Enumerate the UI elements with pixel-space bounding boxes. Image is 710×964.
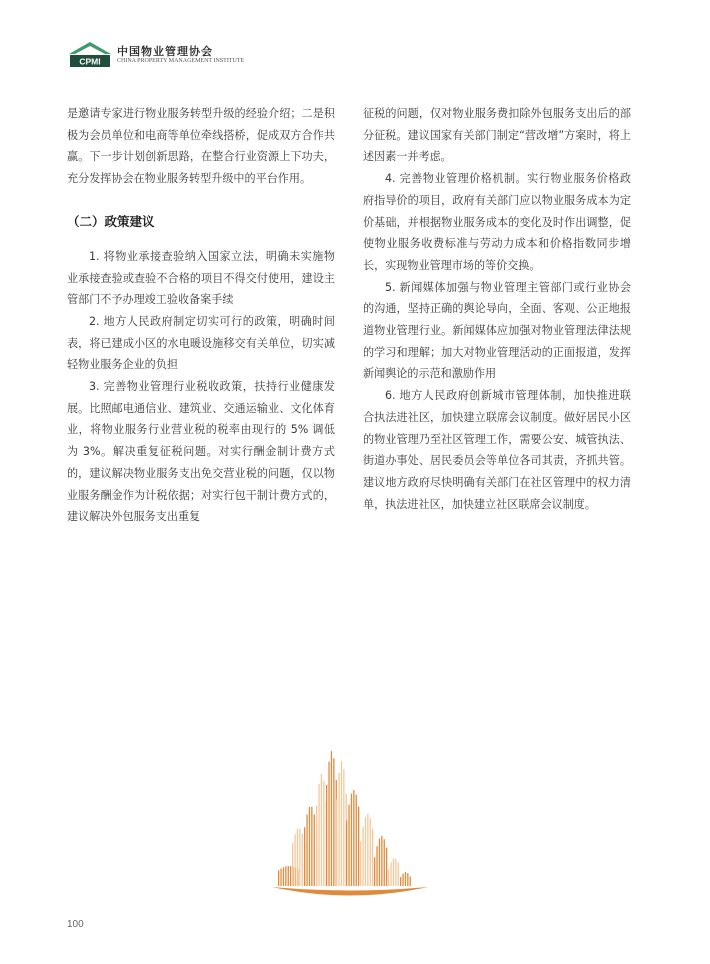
skyline-bar <box>316 806 317 887</box>
skyline-bar <box>336 799 337 886</box>
left-column <box>67 103 335 528</box>
intro-paragraph: 是邀请专家进行物业服务转型升级的经验介绍；二是积极为会员单位和电商等单位牵线搭桥，促成双方合作共赢。下一步计划创新思路，在整合行业资源上下功夫，充分发挥协会在物业服务转型升级中的平台作用。 <box>67 107 335 186</box>
policy-item-4: 4. 完善物业管理价格机制。实行物业服务价格政府指导价的项目，政府有关部门应以物业服务成本为定价基础，并根据物业服务成本的变化及时作出调整，促使物业服务收费标准与劳动力成本和价格指数同步增长，实现物业管理市场的等价交换。 <box>363 172 631 272</box>
skyline-bar <box>372 829 373 886</box>
policy-item-5: 5. 新闻媒体加强与物业管理主管部门或行业协会的沟通，坚持正确的舆论导向，全面、客观、公正地报道物业管理行业。新闻媒体应加强对物业管理法律法规的学习和理解；加大对物业管理活动的正面报道，发挥新闻舆论的示范和激励作用 <box>363 280 631 381</box>
skyline-bar <box>299 829 300 886</box>
skyline-bar <box>323 781 324 886</box>
skyline-illustration <box>270 748 430 898</box>
policy-item-3: 3. 完善物业管理行业税收政策，扶持行业健康发展。比照邮电通信业、建筑业、交通运输业、文化体育业，将物业服务行业营业税的税率由现行的 5% 调低为 3%。解决重复征税问题。对实行酬金制计费方式的，建议解决物业服务支出免交营业税的问题，仅以物业服务酬金作为计税依据；对实行包干制计费方式的，建议解决外包服务支出重复 <box>67 380 335 524</box>
skyline-bar <box>326 785 327 886</box>
skyline-bar <box>285 866 286 886</box>
skyline-bar <box>390 863 391 887</box>
skyline-bar <box>393 859 394 887</box>
org-name-en: CHINA PROPERTY MANAGEMENT INSTITUTE <box>117 58 245 64</box>
skyline-bar <box>370 818 371 886</box>
skyline-bar <box>341 761 342 886</box>
item-3-continuation: 征税的问题，仅对物业服务费扣除外包服务支出后的部分征税。建议国家有关部门制定“营改增”方案时，将上述因素一并考虑。 <box>363 107 631 164</box>
skyline-bar <box>302 834 303 886</box>
skyline-bar <box>400 877 401 886</box>
skyline-bar <box>288 866 289 886</box>
skyline-bar <box>311 807 312 886</box>
logo-abbr: CPMI <box>79 56 101 67</box>
skyline-bar <box>381 836 382 886</box>
skyline-bar <box>351 794 352 886</box>
skyline-bar <box>290 866 291 886</box>
skyline-bar <box>362 827 363 886</box>
org-name-cn: 中国物业管理协会 <box>117 45 213 58</box>
skyline-bar <box>356 795 357 886</box>
skyline-bar <box>358 807 359 886</box>
skyline-bar <box>280 869 281 886</box>
skyline-base-arc <box>272 887 428 896</box>
skyline-bar <box>353 790 354 886</box>
skyline-bar <box>321 774 322 886</box>
section-heading: （二）政策建议 <box>67 213 155 229</box>
policy-item-1: 1. 将物业承接查验纳入国家立法，明确未实施物业承接查验或查验不合格的项目不得交付使用，建设主管部门不予办理竣工验收备案手续 <box>67 249 335 307</box>
skyline-bar <box>278 870 279 886</box>
skyline-bar <box>405 872 406 886</box>
skyline-bar <box>333 758 334 886</box>
cpmi-logo-icon <box>67 40 113 68</box>
skyline-bar <box>292 843 293 886</box>
skyline-bar <box>398 862 399 886</box>
skyline-bar <box>328 762 329 887</box>
skyline-bar <box>374 857 375 886</box>
skyline-bar <box>304 827 305 886</box>
skyline-bar <box>386 848 387 887</box>
skyline-bar <box>294 834 295 886</box>
skyline-bar <box>360 841 361 886</box>
skyline-bar <box>384 839 385 886</box>
skyline-bar <box>338 773 339 886</box>
skyline-bar <box>283 867 284 886</box>
skyline-bar <box>306 815 307 886</box>
skyline-bar <box>388 869 389 886</box>
skyline-bar <box>346 821 347 886</box>
skyline-bar <box>376 846 377 886</box>
skyline-bar <box>410 876 411 886</box>
skyline-bar <box>379 839 380 887</box>
skyline-bar <box>297 829 298 886</box>
skyline-bar <box>343 769 344 886</box>
skyline-bar <box>309 807 310 886</box>
policy-item-6: 6. 地方人民政府创新城市管理体制，加快推进联合执法进社区，加快建立联席会议制度。做好居民小区的物业管理乃至社区管理工作，需要公安、城管执法、街道办事处、居民委员会等单位各司其责，齐抓共管。建议地方政府尽快明确有关部门在社区管理中的权力清单，执法进社区，加快建立社区联席会议制度。 <box>363 389 631 511</box>
skyline-bar <box>348 805 349 886</box>
right-column <box>363 103 631 515</box>
skyline-bar <box>395 859 396 887</box>
skyline-bar <box>331 751 332 886</box>
skyline-bar <box>402 874 403 886</box>
skyline-bar <box>318 784 319 886</box>
skyline-bar <box>365 817 366 886</box>
policy-item-2: 2. 地方人民政府制定切实可行的政策，明确时间表，将已建成小区的水电暖设施移交有关单位，切实减轻物业服务企业的负担 <box>67 314 335 372</box>
skyline-bar <box>407 873 408 886</box>
skyline-bar <box>367 814 368 886</box>
skyline-bar <box>314 814 315 886</box>
page-number: 100 <box>67 919 84 930</box>
